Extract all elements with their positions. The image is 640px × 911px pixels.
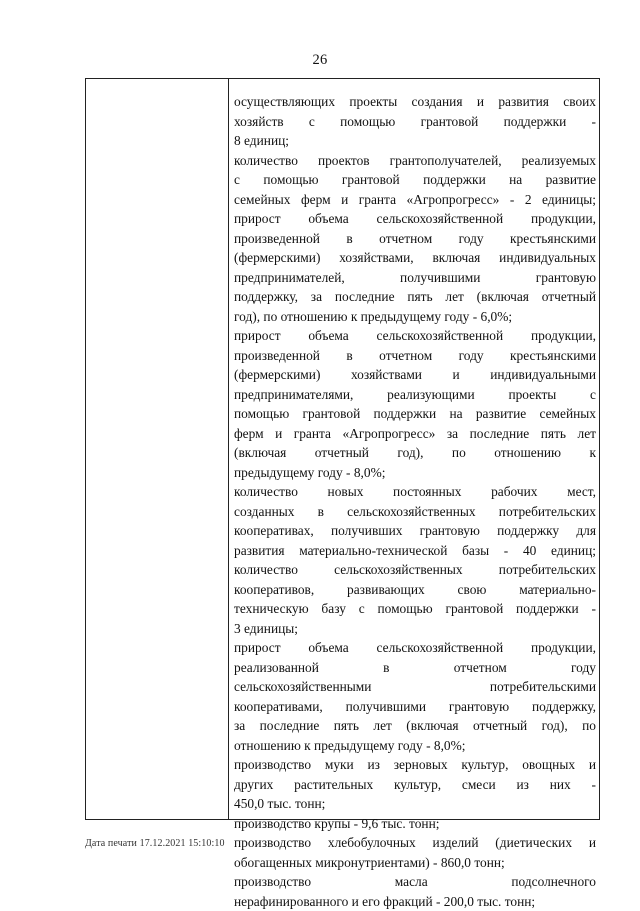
text-line: производство крупы - 9,6 тыс. тонн; <box>234 814 596 834</box>
text-line: производство масла подсолнечного <box>234 872 596 892</box>
text-line: количество проектов грантополучателей, реализуемых <box>234 151 596 171</box>
text-line: производство хлебобулочных изделий (диетических и <box>234 833 596 853</box>
text-line: хозяйств с помощью грантовой поддержки - <box>234 112 596 132</box>
text-line: помощью грантовой поддержки на развитие семейных <box>234 404 596 424</box>
text-line: ферм и гранта «Агропрогресс» за последние пять лет <box>234 424 596 444</box>
text-line: 3 единицы; <box>234 619 596 639</box>
text-line: сельскохозяйственными потребительскими <box>234 677 596 697</box>
text-line: других растительных культур, смеси из них - <box>234 775 596 795</box>
text-line: созданных в сельскохозяйственных потребительских <box>234 502 596 522</box>
text-line: реализованной в отчетном году <box>234 658 596 678</box>
text-line: поддержку, за последние пять лет (включая отчетный <box>234 287 596 307</box>
text-line: производство муки из зерновых культур, овощных и <box>234 755 596 775</box>
text-line: техническую базу с помощью грантовой поддержки - <box>234 599 596 619</box>
text-line: произведенной в отчетном году крестьянскими <box>234 229 596 249</box>
text-line: кооперативах, получивших грантовую поддержку для <box>234 521 596 541</box>
text-line: (фермерскими) хозяйствами и индивидуальными <box>234 365 596 385</box>
text-line: осуществляющих проекты создания и развития своих <box>234 92 596 112</box>
text-line: год), по отношению к предыдущему году - 6,0%; <box>234 307 596 327</box>
text-line: нерафинированного и его фракций - 200,0 тыс. тонн; <box>234 892 596 911</box>
text-line: предпринимателями, реализующими проекты с <box>234 385 596 405</box>
text-line: предпринимателей, получившими грантовую <box>234 268 596 288</box>
document-table <box>85 78 600 820</box>
text-line: за последние пять лет (включая отчетный год), по <box>234 716 596 736</box>
text-line: кооперативами, получившими грантовую поддержку, <box>234 697 596 717</box>
text-line: обогащенных микронутриентами) - 860,0 тонн; <box>234 853 596 873</box>
text-line: кооперативов, развивающих свою материально- <box>234 580 596 600</box>
text-line: прирост объема сельскохозяйственной продукции, <box>234 209 596 229</box>
text-line: 450,0 тыс. тонн; <box>234 794 596 814</box>
text-line: произведенной в отчетном году крестьянскими <box>234 346 596 366</box>
table-left-cell <box>86 79 228 819</box>
text-line: семейных ферм и гранта «Агропрогресс» - 2 единицы; <box>234 190 596 210</box>
text-line: (фермерскими) хозяйствами, включая индивидуальных <box>234 248 596 268</box>
print-date-footer: Дата печати 17.12.2021 15:10:10 <box>85 838 225 849</box>
text-line: отношению к предыдущему году - 8,0%; <box>234 736 596 756</box>
page-number: 26 <box>0 52 640 69</box>
text-line: с помощью грантовой поддержки на развитие <box>234 170 596 190</box>
text-line: 8 единиц; <box>234 131 596 151</box>
column-divider <box>228 79 229 819</box>
text-line: прирост объема сельскохозяйственной продукции, <box>234 638 596 658</box>
table-right-cell <box>234 92 596 911</box>
text-line: количество сельскохозяйственных потребительских <box>234 560 596 580</box>
text-line: предыдущему году - 8,0%; <box>234 463 596 483</box>
text-line: количество новых постоянных рабочих мест, <box>234 482 596 502</box>
text-line: (включая отчетный год), по отношению к <box>234 443 596 463</box>
text-line: прирост объема сельскохозяйственной продукции, <box>234 326 596 346</box>
text-line: развития материально-технической базы - 40 единиц; <box>234 541 596 561</box>
